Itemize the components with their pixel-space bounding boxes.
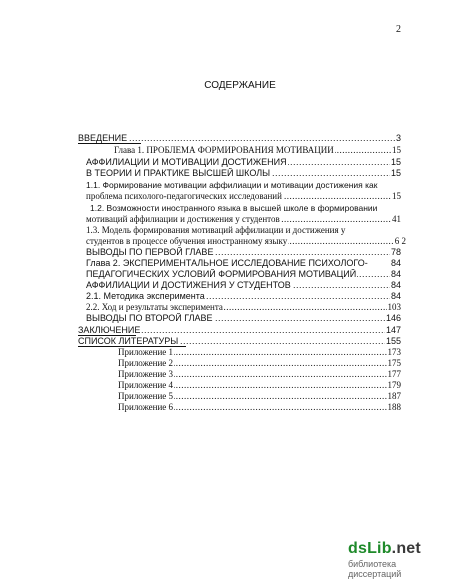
toc-entry[interactable]: ..... Приложение 1 173 [118, 347, 401, 358]
toc-entry[interactable]: ..... ВЫВОДЫ ПО ВТОРОЙ ГЛАВЕ 146 [86, 313, 401, 324]
toc-title: СОДЕРЖАНИЕ [204, 80, 276, 91]
toc-entry[interactable]: Глава 2. ЭКСПЕРИМЕНТАЛЬНОЕ ИССЛЕДОВАНИЕ ПСИХОЛОГО- 84 [86, 258, 401, 268]
toc-entry[interactable]: ..... студентов в процессе обучения иностранному языку 6 2 [86, 236, 406, 247]
toc-entry[interactable]: ..... В ТЕОРИИ И ПРАКТИКЕ ВЫСШЕЙ ШКОЛЫ 15 [86, 168, 401, 179]
toc-entry[interactable]: 1.1. Формирование мотивации аффилиации и мотивации достижения как [86, 180, 378, 190]
dslib-tagline: библиотека диссертаций [348, 559, 402, 579]
page-number: 2 [396, 24, 401, 35]
toc-entry[interactable]: ..... Приложение 6 188 [118, 402, 401, 413]
toc-entry[interactable]: ..... СПИСОК ЛИТЕРАТУРЫ 155 [78, 336, 401, 347]
toc-entry[interactable]: ..... Приложение 2 175 [118, 358, 401, 369]
toc-entry[interactable]: ..... АФФИЛИАЦИИ И МОТИВАЦИИ ДОСТИЖЕНИЯ 15 [86, 157, 401, 168]
toc-entry[interactable]: ..... Приложение 4 179 [118, 380, 401, 391]
toc-entry[interactable]: ..... ВВЕДЕНИЕ 3 [78, 133, 401, 144]
toc-entry[interactable]: ..... АФФИЛИАЦИИ И ДОСТИЖЕНИЯ У СТУДЕНТОВ 84 [86, 280, 401, 291]
toc-entry[interactable]: ..... Приложение 3 177 [118, 369, 401, 380]
toc-divider [78, 335, 136, 336]
toc-divider [78, 143, 141, 144]
dslib-logo[interactable] [348, 540, 450, 579]
toc-entry[interactable]: ..... 2.2. Ход и результаты эксперимента 103 [86, 302, 401, 313]
toc-divider [78, 346, 186, 347]
toc-entry[interactable]: 1.3. Модель формирования мотиваций аффилиации и достижения у [86, 225, 346, 235]
toc-entry[interactable]: ..... Приложение 5 187 [118, 391, 401, 402]
toc-entry[interactable]: ..... Глава 1. ПРОБЛЕМА ФОРМИРОВАНИЯ МОТИВАЦИИ 15 [114, 145, 401, 156]
toc-entry[interactable]: ..... ПЕДАГОГИЧЕСКИХ УСЛОВИЙ ФОРМИРОВАНИЯ МОТИВАЦИЙ 84 [86, 269, 401, 280]
toc-entry[interactable]: ..... мотиваций аффилиации и достижения у студентов 41 [86, 214, 401, 225]
toc-entry[interactable]: ..... ЗАКЛЮЧЕНИЕ 147 [78, 325, 401, 336]
toc-entry[interactable]: 1.2. Возможности иностранного языка в высшей школе в формировании [90, 203, 378, 213]
toc-entry[interactable]: ..... 2.1. Методика эксперимента 84 [86, 291, 401, 302]
toc-entry[interactable]: ..... проблема психолого-педагогических исследований 15 [86, 191, 401, 202]
toc-entry[interactable]: ..... ВЫВОДЫ ПО ПЕРВОЙ ГЛАВЕ 78 [86, 247, 401, 258]
dslib-logo-text: dsLib.net [348, 540, 421, 557]
